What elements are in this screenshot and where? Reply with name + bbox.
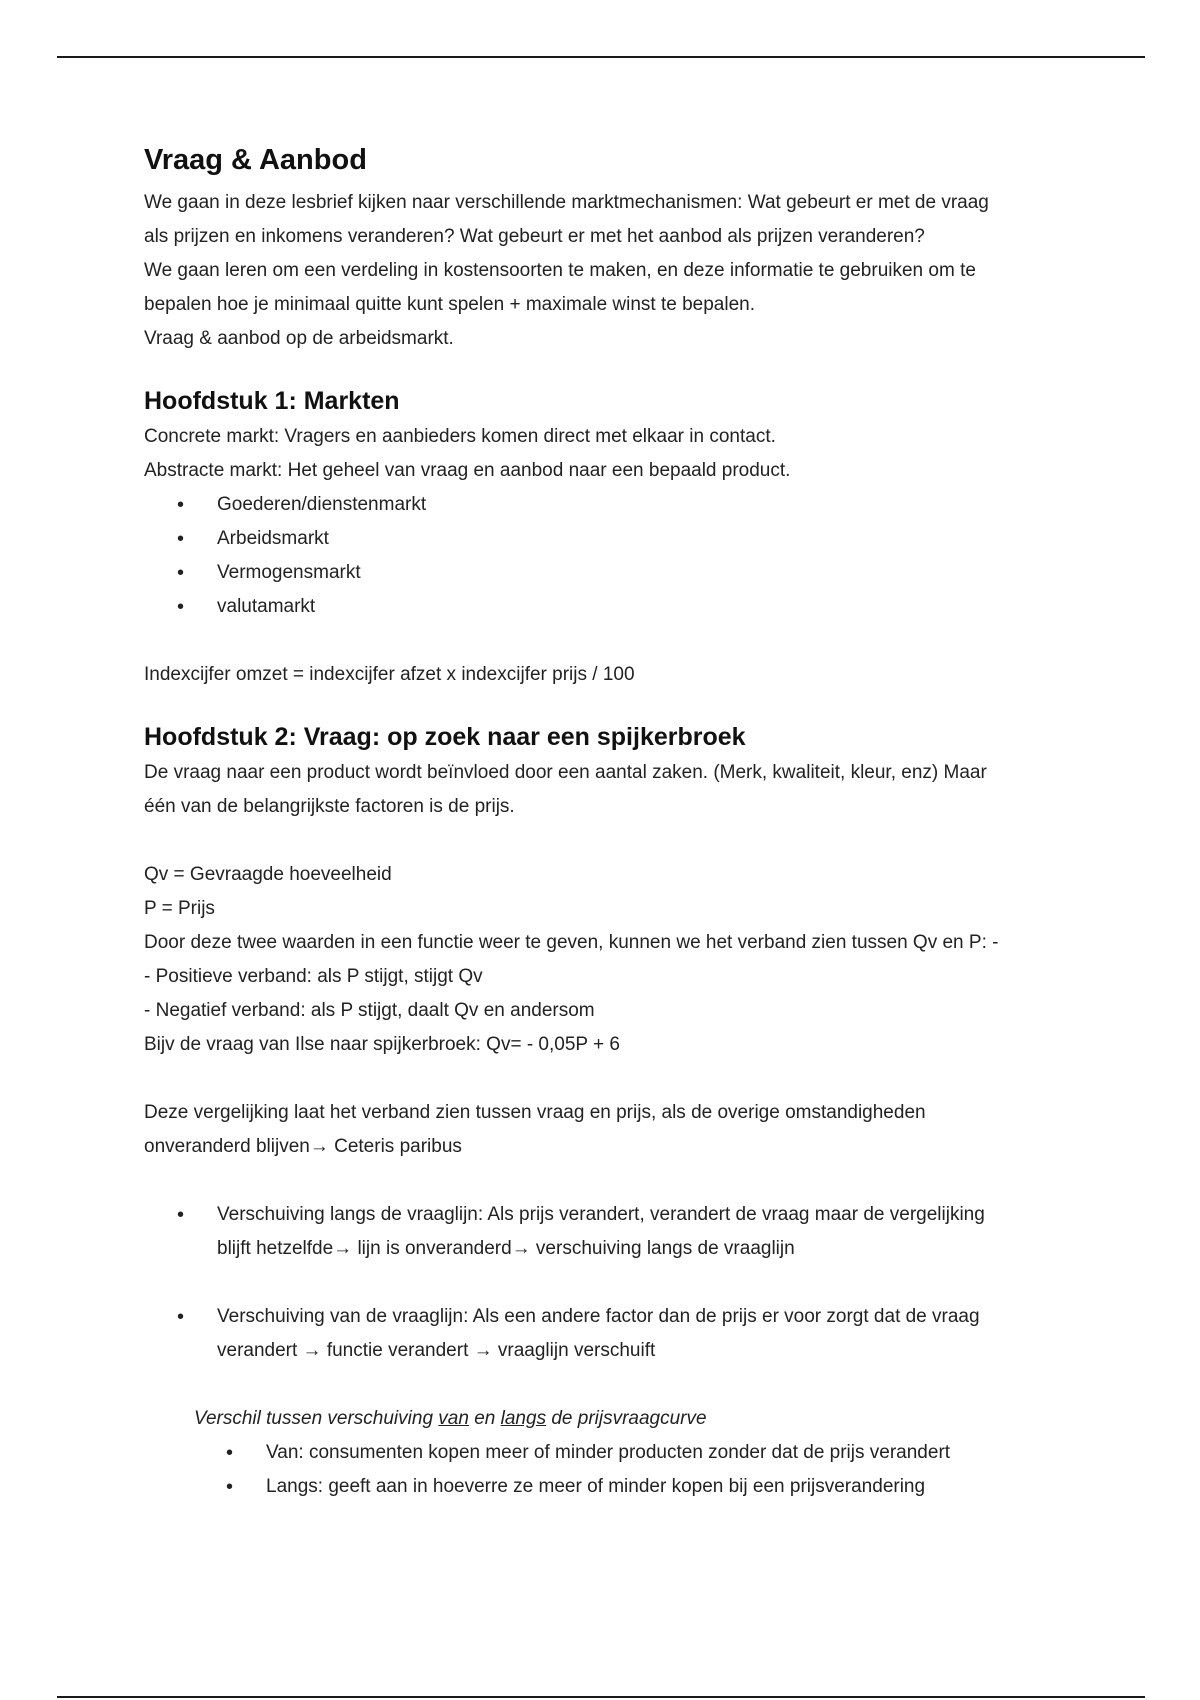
list-item <box>144 1300 1064 1368</box>
document-body <box>144 140 1064 1504</box>
paragraph-line: De vraag naar een product wordt beïnvloed door een aantal zaken. (Merk, kwaliteit, kleur, enz) Maar <box>144 762 987 783</box>
list-item: • Vermogensmarkt <box>144 556 1064 590</box>
bullet-line: Verschuiving langs de vraaglijn: Als prijs verandert, verandert de vraag maar de vergelijking <box>217 1204 985 1225</box>
bullet-line: verandert → functie verandert → vraaglijn verschuift <box>217 1340 656 1361</box>
definition-line: Qv = Gevraagde hoeveelheid <box>144 864 392 885</box>
concrete-markt-line: Concrete markt: Vragers en aanbieders komen direct met elkaar in contact. <box>144 426 776 447</box>
caption-underlined: langs <box>500 1408 547 1429</box>
intro-line: Vraag & aanbod op de arbeidsmarkt. <box>144 328 454 349</box>
shift-list <box>144 1198 1064 1266</box>
caption-underlined: van <box>438 1408 469 1429</box>
list-item: • Langs: geeft aan in hoeverre ze meer of minder kopen bij een prijsverandering <box>193 1470 1064 1504</box>
intro-line: We gaan in deze lesbrief kijken naar verschillende marktmechanismen: Wat gebeurt er met de vraag <box>144 192 989 213</box>
shift-list <box>144 1300 1064 1368</box>
intro-line: als prijzen en inkomens veranderen? Wat gebeurt er met het aanbod als prijzen veranderen? <box>144 226 925 247</box>
caption-text: en <box>468 1408 501 1429</box>
market-types-list <box>144 488 1064 624</box>
index-formula: Indexcijfer omzet = indexcijfer afzet x indexcijfer prijs / 100 <box>144 664 635 685</box>
footer-rule <box>57 1696 1145 1698</box>
intro-line: We gaan leren om een verdeling in kostensoorten te maken, en deze informatie te gebruiken om te <box>144 260 976 281</box>
list-item <box>144 1198 1064 1266</box>
list-item: • valutamarkt <box>144 590 1064 624</box>
definition-line: Bijv de vraag van Ilse naar spijkerbroek: Qv= - 0,05P + 6 <box>144 1034 620 1055</box>
intro-line: bepalen hoe je minimaal quitte kunt spelen + maximale winst te bepalen. <box>144 294 756 315</box>
list-item: • Goederen/dienstenmarkt <box>144 488 1064 522</box>
document-title: Vraag & Aanbod <box>144 144 367 176</box>
bullet-line: blijft hetzelfde→ lijn is onveranderd→ verschuiving langs de vraaglijn <box>217 1238 795 1259</box>
chapter-1-heading: Hoofdstuk 1: Markten <box>144 387 400 415</box>
list-item: • Van: consumenten kopen meer of minder producten zonder dat de prijs verandert <box>193 1436 1064 1470</box>
caption-text: de prijsvraagcurve <box>546 1408 707 1429</box>
paragraph-line: onveranderd blijven→ Ceteris paribus <box>144 1136 462 1157</box>
definition-line: - Negatief verband: als P stijgt, daalt Qv en andersom <box>144 1000 595 1021</box>
definition-line: Door deze twee waarden in een functie weer te geven, kunnen we het verband zien tussen Qv en P: - <box>144 932 999 953</box>
header-rule <box>57 56 1145 58</box>
paragraph-line: Deze vergelijking laat het verband zien tussen vraag en prijs, als de overige omstandigheden <box>144 1102 926 1123</box>
paragraph-line: één van de belangrijkste factoren is de prijs. <box>144 796 515 817</box>
chapter-2-heading: Hoofdstuk 2: Vraag: op zoek naar een spijkerbroek <box>144 723 746 751</box>
comparison-list <box>193 1436 1064 1504</box>
definition-line: - Positieve verband: als P stijgt, stijgt Qv <box>144 966 483 987</box>
list-item: • Arbeidsmarkt <box>144 522 1064 556</box>
abstracte-markt-line: Abstracte markt: Het geheel van vraag en aanbod naar een bepaald product. <box>144 460 791 481</box>
definition-line: P = Prijs <box>144 898 215 919</box>
caption-text: Verschil tussen verschuiving <box>194 1408 439 1429</box>
bullet-line: Verschuiving van de vraaglijn: Als een andere factor dan de prijs er voor zorgt dat de vraag <box>217 1306 980 1327</box>
comparison-caption <box>194 1402 1064 1436</box>
